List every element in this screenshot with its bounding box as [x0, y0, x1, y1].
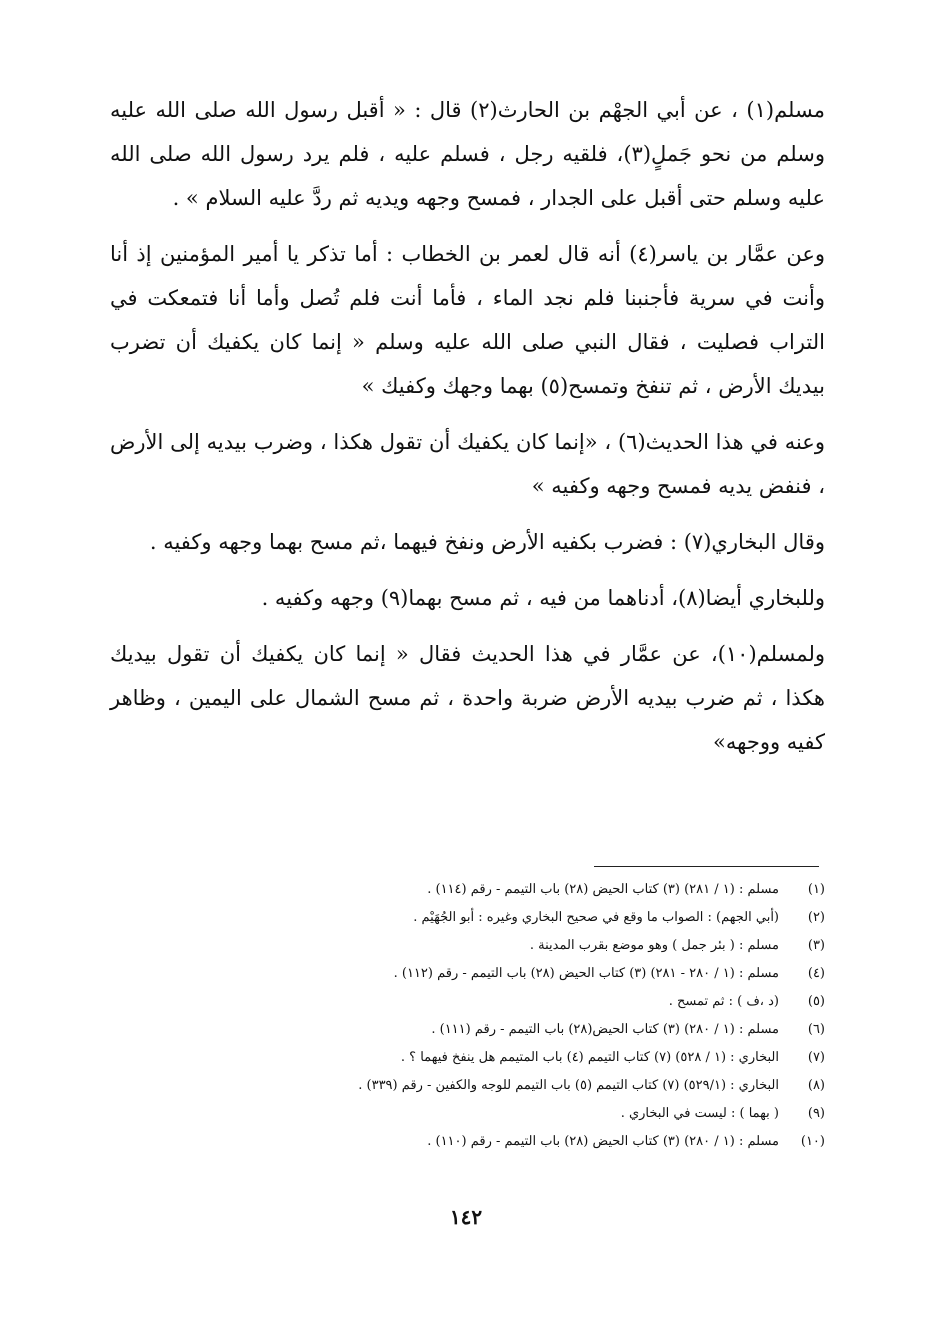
- footnote-text: مسلم : (١ / ٢٨١) (٣) كتاب الحيض (٢٨) باب التيمم - رقم (١١٤) .: [427, 882, 779, 897]
- footnote-text: (د ،ف ) : ثم تمسح .: [668, 994, 779, 1009]
- footnote-text: مسلم : (١ / ٢٨٠ - ٢٨١) (٣) كتاب الحيض (٢٨) باب التيمم - رقم (١١٢) .: [393, 966, 779, 981]
- footnote-text: البخاري : (٥٢٩/١) (٧) كتاب التيمم (٥) باب التيمم للوجه والكفين - رقم (٣٣٩) .: [358, 1078, 779, 1093]
- footnote-number: (٣): [807, 938, 825, 953]
- footnote-number: (٨): [807, 1078, 825, 1093]
- main-text: [110, 88, 825, 776]
- footnote-number: (١٠): [800, 1134, 825, 1149]
- paragraph: ولمسلم(١٠)، عن عمَّار في هذا الحديث فقال « إنما كان يكفيك أن تقول بيديك هكذا ، ثم ضرب بيديه الأرض ضربة واحدة ، ثم مسح الشمال على اليمين ، وظاهر كفيه ووجهه»: [110, 642, 825, 754]
- footnote-text: ( بهما ) : ليست في البخاري .: [620, 1106, 779, 1121]
- footnote-text: البخاري : (١ / ٥٢٨) (٧) كتاب التيمم (٤) باب المتيمم هل ينفخ فيهما ؟ .: [400, 1050, 779, 1065]
- footnote-text: (أبي الجهم) : الصواب ما وقع في صحيح البخاري وغيره : أبو الجُهَيْم .: [413, 910, 779, 925]
- page-number: ١٤٢: [449, 1205, 483, 1229]
- footnote-number: (٩): [807, 1106, 825, 1121]
- footnote: [120, 1016, 825, 1044]
- footnote-number: (٤): [807, 966, 825, 981]
- footnotes: [120, 876, 825, 1156]
- footnote: [120, 1044, 825, 1072]
- footnote: [120, 904, 825, 932]
- paragraph: وللبخاري أيضا(٨)، أدناهما من فيه ، ثم مسح بهما(٩) وجهه وكفيه .: [261, 586, 825, 610]
- paragraph: وعن عمَّار بن ياسر(٤) أنه قال لعمر بن الخطاب : أما تذكر يا أمير المؤمنين إذ أنا وأنت في سرية فأجنبنا فلم نجد الماء ، فأما أنت فلم تُصل وأما أنا فتمعكت في التراب فصليت ، فقال النبي صلى الله عليه وسلم « إنما كان يكفيك أن تضرب بيديك الأرض ، ثم تنفخ وتمسح(٥) بهما وجهك وكفيك »: [110, 242, 826, 398]
- footnote: [120, 1128, 825, 1156]
- footnote-number: (٦): [807, 1022, 825, 1037]
- footnote-number: (٧): [807, 1050, 825, 1065]
- footnote-text: مسلم : (١ / ٢٨٠) (٣) كتاب الحيض(٢٨) باب التيمم - رقم (١١١) .: [431, 1022, 779, 1037]
- footnote: [120, 1072, 825, 1100]
- footnote: [120, 988, 825, 1016]
- footnote-number: (٥): [807, 994, 825, 1009]
- footnote-text: مسلم : (١ / ٢٨٠) (٣) كتاب الحيض (٢٨) باب التيمم - رقم (١١٠) .: [427, 1134, 779, 1149]
- footnote: [120, 876, 825, 904]
- footnote-text: مسلم : ( بئر جمل ) وهو موضع بقرب المدينة .: [529, 938, 779, 953]
- paragraph: مسلم(١) ، عن أبي الجهْم بن الحارث(٢) قال : « أقبل رسول الله صلى الله عليه وسلم من نحو جَملٍ(٣)، فلقيه رجل ، فسلم عليه ، فلم يرد رسول الله صلى الله عليه وسلم حتى أقبل على الجدار ، فمسح وجهه ويديه ثم ردَّ عليه السلام » .: [110, 98, 825, 210]
- footnote: [120, 960, 825, 988]
- footnote-separator: [594, 866, 819, 867]
- footnote: [120, 932, 825, 960]
- footnote-number: (١): [807, 882, 825, 897]
- footnote: [120, 1100, 825, 1128]
- paragraph: وقال البخاري(٧) : فضرب بكفيه الأرض ونفخ فيهما ،ثم مسح بهما وجهه وكفيه .: [149, 530, 825, 554]
- paragraph: وعنه في هذا الحديث(٦) ، «إنما كان يكفيك أن تقول هكذا ، وضرب بيديه إلى الأرض ، فنفض يديه فمسح وجهه وكفيه »: [110, 430, 825, 498]
- footnote-number: (٢): [807, 910, 825, 925]
